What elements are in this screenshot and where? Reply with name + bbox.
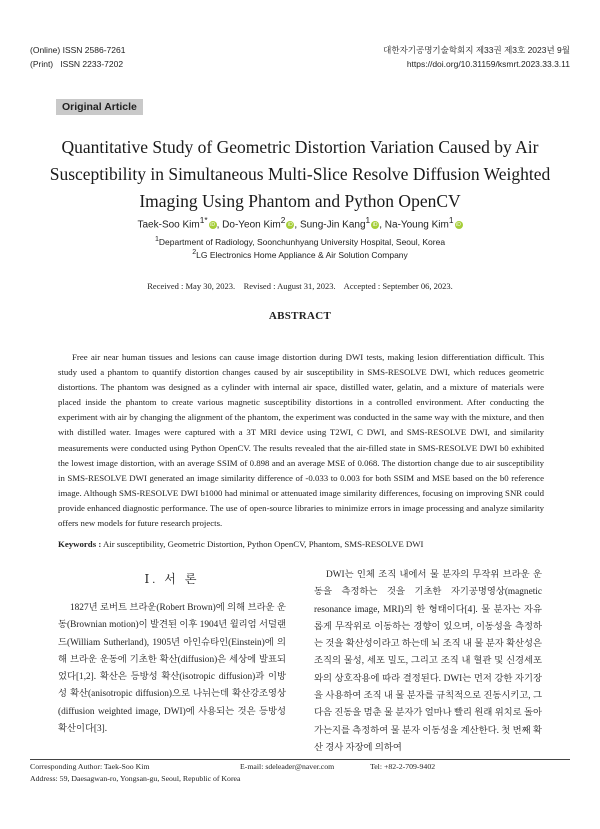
author-superscript: 1: [448, 215, 454, 225]
author-separator: ,: [294, 219, 300, 231]
author-name: Taek-Soo Kim: [137, 219, 200, 231]
journal-citation: 대한자기공명기술학회지 제33권 제3호 2023년 9월: [383, 45, 570, 55]
author-superscript: 1: [365, 215, 371, 225]
orcid-icon[interactable]: iD: [288, 222, 293, 229]
author-name: Do-Yeon Kim: [222, 219, 281, 231]
author-separator: ,: [379, 219, 385, 231]
doi-link[interactable]: https://doi.org/10.31159/ksmrt.2023.33.3.11: [406, 59, 570, 69]
affiliation-text: Department of Radiology, Soonchunhyang University Hospital, Seoul, Korea: [158, 236, 446, 247]
footer-divider: [30, 759, 570, 760]
journal-block: [383, 43, 570, 71]
keywords-line: [58, 539, 544, 549]
print-issn: (Print) ISSN 2233-7202: [30, 59, 124, 69]
affiliation-superscript: 2: [192, 248, 197, 256]
affiliation-2: [40, 248, 560, 260]
affiliation-text: LG Electronics Home Appliance & Air Solution Company: [196, 249, 408, 260]
author-email[interactable]: E-mail: sdeleader@naver.com: [240, 762, 335, 771]
author-list: [40, 215, 560, 230]
orcid-icon[interactable]: iD: [210, 222, 215, 229]
orcid-icon[interactable]: iD: [372, 222, 378, 229]
submission-dates: Received : May 30, 2023. Revised : August 31, 2023. Accepted : September 06, 2023.: [147, 281, 453, 291]
author-superscript: 2: [280, 215, 286, 225]
author-tel: Tel: +82-2-709-9402: [370, 762, 436, 771]
abstract-text: Free air near human tissues and lesions can cause image distortion during DWI tests, making lesion differentiation difficult. This study used a phantom to quantify distortion changes caused by air susceptibility in SMS-RESOLVE DWI, which reduces geometric distortions. The phantom was designed as a cylinder with internal air space, distilled water, gelatin, and a mixture of materials were placed inside the phantom to create various magnetic susceptibility distortions in a controlled environment. After conducting the experiment with air by changing the alignment of the phantom, the experiment was conducted in the same way with the mixture, and then with distilled water. Images were captured with a 3T MRI device using T2WI, C DWI, and SMS-RESOLVE DWI, and similarity measurements were conducted using Python OpenCV. The results revealed that the air-filled state in SMS-RESOLVE DWI b0 exhibited the lowest image distortion, with an average SSIM of 0.898 and an average MSE of 0.068. The distortion change due to air susceptibility in SMS-RESOLVE DWI generated an image similarity difference of -0.033 to 0.003 for both SSIM and MSE based on the b0 reference image. Although SMS-RESOLVE DWI b1000 had minimal or attenuated image similarity differences, focusing on improving SNR could provide enhanced diagnostic performance. The use of open-source libraries to minimize errors in image processing and analyze similarity offers new models for future research projects.: [58, 352, 544, 529]
online-issn: (Online) ISSN 2586-7261: [30, 45, 126, 55]
author-address: Address: 59, Daesagwan-ro, Yongsan-gu, Seoul, Republic of Korea: [30, 774, 241, 783]
author-superscript: 1*: [199, 215, 208, 225]
article-type-badge: Original Article: [56, 99, 143, 115]
keywords-text: Air susceptibility, Geometric Distortion, Python OpenCV, Phantom, SMS-RESOLVE DWI: [102, 539, 424, 549]
orcid-icon[interactable]: iD: [456, 222, 461, 229]
paper-title: Quantitative Study of Geometric Distortion Variation Caused by Air Susceptibility in Simultaneous Multi-Slice Resolve Diffusion Weighted Imaging Using Phantom and Python OpenCV: [49, 137, 551, 211]
body-right-column: DWI는 인체 조직 내에서 물 분자의 무작위 브라운 운동을 측정하는 것을 기초한 자기공명영상(magnetic resonance image, MRI)의 한 형태이다[4]. 물 분자는 자유롭게 무작위로 이동하는 경향이 있으며, 이동성을 측정하는 것을 확산성이라고 하는데 뇌 조직 내 물 분자 확산성은 조직의 물성, 세포 밀도, 그리고 조직 내 혈관 및 신경세포와의 상호작용에 따라 결정된다. DWI는 먼저 강한 자기장을 사용하여 조직 내 물 분자를 규칙적으로 진동시키고, 그다음 진동을 멈춘 물 분자가 얼마나 빨리 원래 위치로 돌아가는지를 측정하여 물 분자 이동성을 계산한다. 첫 번째 확산 경사 자장에 의하여: [314, 570, 542, 753]
affiliation-superscript: 1: [154, 235, 159, 243]
abstract-heading: ABSTRACT: [268, 310, 332, 322]
section-heading: Ⅰ. 서 론: [144, 572, 200, 586]
corresponding-author: Corresponding Author: Taek-Soo Kim: [30, 762, 150, 771]
issn-block: [30, 43, 125, 71]
author-name: Sung-Jin Kang: [299, 219, 366, 231]
body-left-column: 1827년 로버트 브라운(Robert Brown)에 의해 브라운 운동(Brownian motion)이 발견된 이후 1904년 윌리엄 서덜랜드(William Sutherland), 1905년 아인슈타인(Einstein)에 의해 브라운 운동에 기초한 확산(diffusion)은 세상에 발표되었다[1,2]. 확산은 등방성 확산(isotropic diffusion)과 이방성 확산(anisotropic diffusion)으로 나뉘는데 확산강조영상(diffusion weighted image, DWI)에 사용되는 것은 등방성 확산이다[3].: [58, 603, 286, 735]
author-name: Na-Young Kim: [384, 219, 449, 231]
affiliation-1: [40, 235, 560, 247]
keywords-label: Keywords :: [58, 539, 102, 549]
author-separator: ,: [216, 219, 223, 231]
